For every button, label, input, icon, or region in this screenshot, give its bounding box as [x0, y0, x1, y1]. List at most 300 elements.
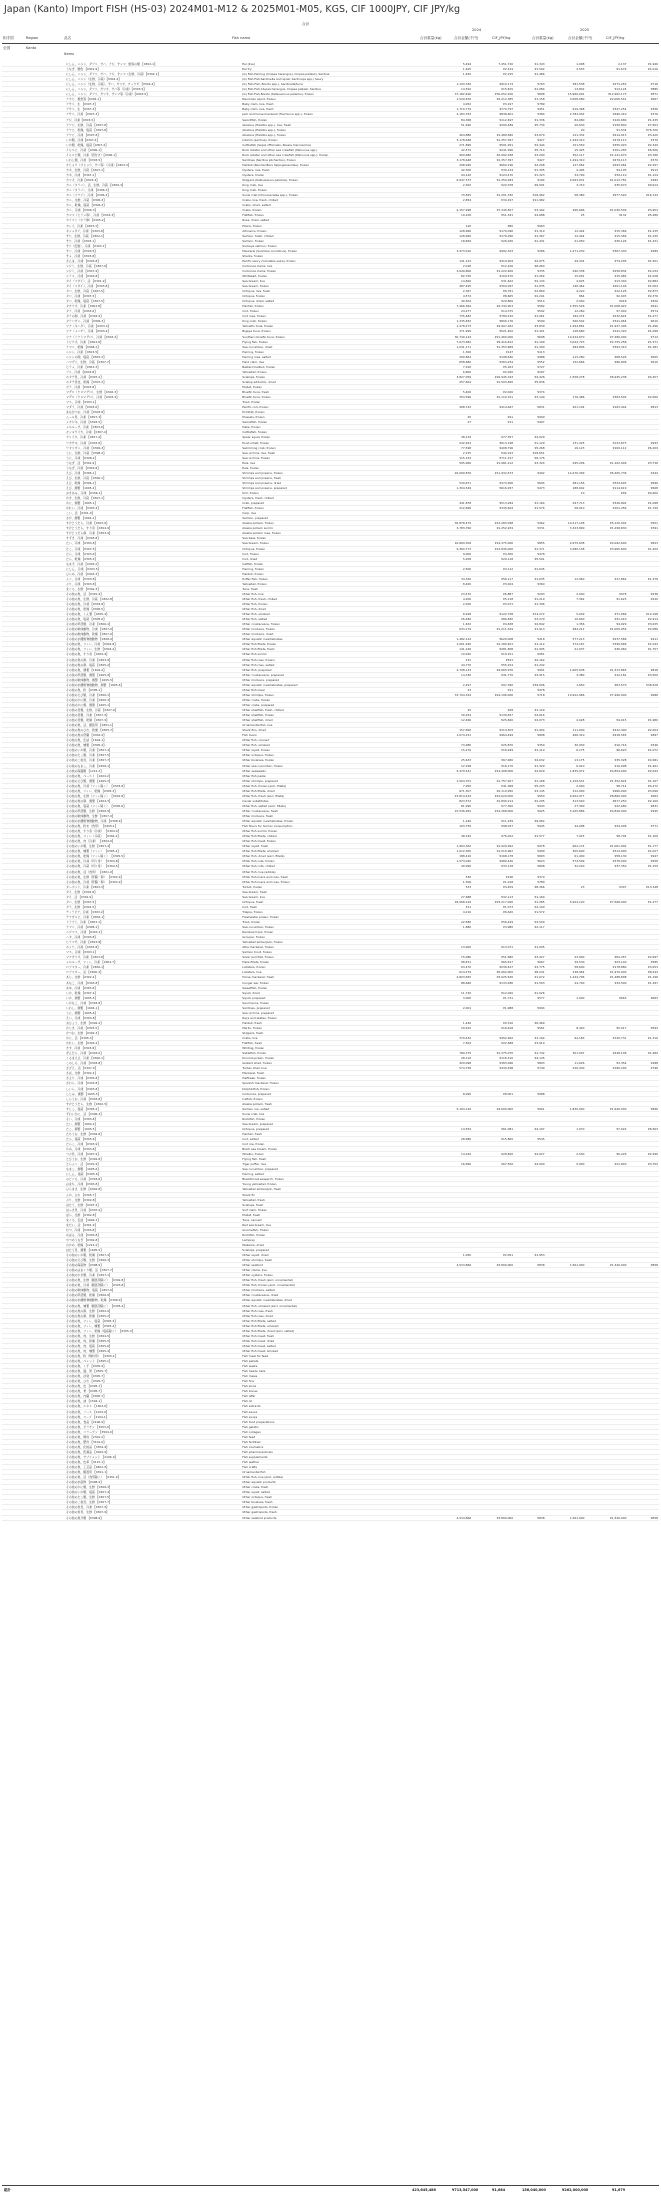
item-name-en: Eels, frozen	[241, 465, 432, 470]
value-2024: ¥41,770	[472, 672, 514, 677]
page-title: Japan (Kanto) Import FISH (HS-03) 2024M01-M12 & 2025M01-M05, KGS, CIF 1000JPY, CIF JPY/kg	[4, 4, 461, 15]
item-name-jp: いか類、乾燥、塩蔵【0307-4】	[65, 142, 241, 147]
weight-2024: 2,183,763	[432, 112, 472, 117]
item-name-jp: その他の魚、浮袋 【0305-7】	[65, 1374, 241, 1379]
value-2025: ¥4,015	[585, 718, 627, 723]
price-2024: ¥3,279	[514, 617, 545, 622]
item-name-jp: アジ、冷凍【0303-5】	[65, 117, 241, 122]
value-2024: ¥112,697	[472, 117, 514, 122]
weight-2024: 42,574	[432, 147, 472, 152]
item-name-jp: その他の軟体動物、調製 【1605-5】	[65, 677, 241, 682]
weight-2024: 33,704,324	[432, 692, 472, 697]
value-2024: ¥67,556	[472, 1162, 514, 1167]
item-name-en: Other squid, dried	[241, 1253, 432, 1258]
value-2024: ¥23,217,000	[472, 899, 514, 904]
weight-2024: 257,604	[432, 379, 472, 384]
weight-2024: 3,000	[432, 995, 472, 1000]
value-2024: ¥383,066	[472, 1061, 514, 1066]
item-name-jp: その他の魚、冷凍（肝臓・卵） 【0303-9】	[65, 879, 241, 884]
value-2024: ¥613,198	[472, 440, 514, 445]
item-name-en: Other crustaceans, prepared	[241, 672, 432, 677]
item-name-en: Sablefish, frozen	[241, 1051, 432, 1056]
item-name-en: Fish sauce	[241, 1409, 432, 1414]
weight-2024: 1,041,171	[432, 344, 472, 349]
item-name-en: Black sea bream, frozen	[241, 1147, 432, 1152]
price-2025: ¥1,757	[627, 647, 659, 652]
item-name-en: Other fish, fresh, chilled	[241, 596, 432, 601]
item-name-en: Cod, frozen	[241, 551, 432, 556]
weight-2024: 1,880	[432, 925, 472, 930]
item-name-jp: その他の海産物 【0308-9】	[65, 1263, 241, 1268]
weight-2025: 15,425	[546, 147, 586, 152]
value-2024: ¥620,008	[472, 637, 514, 642]
weight-2025: 1,605,638	[546, 667, 586, 672]
weight-2025: 352,117	[546, 152, 586, 157]
value-2024: ¥15,815	[472, 87, 514, 92]
price-2024: ¥4,428	[514, 374, 545, 379]
item-name-jp: その他の水棲無脊椎動物 【0308-9】	[65, 637, 241, 642]
value-2024: ¥24,196,000	[472, 692, 514, 697]
price-2024: ¥749	[514, 1066, 545, 1071]
item-name-en: Cod, frozen	[241, 309, 432, 314]
item-name-jp: まながつお、冷凍 【0303-8】	[65, 410, 241, 415]
price-2024: ¥5,268	[514, 445, 545, 450]
price-2025: ¥712	[627, 334, 659, 339]
item-name-en: Cod roe, frozen	[241, 1142, 432, 1147]
weight-2024: 4,574	[432, 294, 472, 299]
price-2024: ¥1,194	[514, 1036, 545, 1041]
price-2025: ¥1,435	[627, 117, 659, 122]
item-name-jp: ほっき貝、冷凍 【0307-9】	[65, 1207, 241, 1212]
weight-2024: 3,178,648	[432, 157, 472, 162]
price-2024: ¥2,134	[514, 279, 545, 284]
weight-2024: 3,178,648	[432, 137, 472, 142]
weight-2024: 539,671	[432, 480, 472, 485]
value-2025: ¥1,534	[585, 127, 627, 132]
weight-2024: 19,100	[432, 213, 472, 218]
item-name-jp: その他の甲殻類、冷凍 【0306-1】	[65, 622, 241, 627]
value-2024: ¥6,791	[472, 289, 514, 294]
weight-2025: 5,924,120	[546, 899, 586, 904]
price-2024: ¥478	[514, 687, 545, 692]
value-2024: ¥1,018	[472, 879, 514, 884]
item-name-jp: カマス（ヒラメ等）、冷凍 【0303-3】	[65, 213, 241, 218]
item-name-jp: めばる、冷凍 【0303-8】	[65, 1232, 241, 1237]
price-2025: ¥2,873	[627, 289, 659, 294]
price-2025: ¥442	[627, 470, 659, 475]
value-2024: ¥16,949	[472, 748, 514, 753]
price-2025: ¥370	[627, 137, 659, 142]
item-name-jp: ぶり、生鮮 【0302-8】	[65, 1197, 241, 1202]
item-name-jp: その他の魚、活（食用） 【0301-9】	[65, 869, 241, 874]
item-name-en: Mullet, fresh	[241, 1212, 432, 1217]
item-name-en: Other fish fillets, smoked	[241, 1323, 432, 1328]
price-2025: ¥1,381	[627, 344, 659, 349]
item-name-jp: その他の魚、フィレ、乾燥（塩蔵除く） 【0305-3】	[65, 1328, 241, 1333]
weight-2024: 3,473,010	[432, 248, 472, 253]
value-2025: ¥918	[585, 299, 627, 304]
weight-2024: 23	[432, 687, 472, 692]
item-name-en: Fish crafts	[241, 1465, 432, 1470]
weight-2025: 466,310	[546, 733, 586, 738]
weight-2024: 19,920	[432, 652, 472, 657]
item-name-jp: シラス、冷凍 【0303-8】	[65, 273, 241, 278]
weight-2024: 671,307	[432, 788, 472, 793]
item-name-jp: その他の軟体動物、生鮮 【0307-9】	[65, 813, 241, 818]
item-name-jp: いか、乾燥 【0307-4】	[65, 990, 241, 995]
value-2024: ¥168,178	[472, 854, 514, 859]
item-name-jp: その他の魚、ゼラチン 【3503-0】	[65, 1424, 241, 1429]
weight-2024: 1,405	[432, 67, 472, 72]
weight-2025: 301,007	[546, 1051, 586, 1056]
item-name-jp: タコ、冷凍 【0307-5】	[65, 294, 241, 299]
price-2025: ¥1,235	[627, 228, 659, 233]
value-2024: ¥1,890,214	[472, 798, 514, 803]
weight-2024: 14,592	[432, 87, 472, 92]
weight-2024: 13,000	[432, 945, 472, 950]
item-name-jp: その他の二枚貝、冷凍 【0307-7】	[65, 758, 241, 763]
item-name-en: Other aquatic invertebrates	[241, 637, 432, 642]
weight-2025: 5,049	[546, 612, 586, 617]
item-name-jp: わかめ、乾燥 【1212-2】	[65, 1242, 241, 1247]
weight-2025: 902,174	[546, 844, 586, 849]
value-2025: ¥5,120,002	[585, 521, 627, 526]
price-2025: ¥3,635	[627, 622, 659, 627]
price-2024: ¥950	[514, 793, 545, 798]
item-name-en: Other fish meat, frozen	[241, 839, 432, 844]
price-2024: ¥991	[514, 667, 545, 672]
item-name-jp: その他の甲殻類、乾燥 【0306-9】	[65, 1293, 241, 1298]
item-name-jp: ロブスター、冷凍 【0306-1】	[65, 965, 241, 970]
item-name-jp: その他の魚、生鮮（肝臓・卵） 【0302-9】	[65, 874, 241, 879]
item-name-en: Spanish mackerel, frozen	[241, 1081, 432, 1086]
item-name-jp: カニ（ズワイ）、冷凍 【0306-3】	[65, 193, 241, 198]
weight-2024: 1,193,330	[432, 82, 472, 87]
weight-2025: 10	[546, 490, 586, 495]
weight-2024: 789,375	[432, 1051, 472, 1056]
weight-2024: 120	[432, 223, 472, 228]
price-2024: ¥893	[514, 854, 545, 859]
weight-2025: 21,050	[546, 238, 586, 243]
price-2024: ¥1,635	[514, 576, 545, 581]
weight-2024: 5,208	[432, 556, 472, 561]
item-name-en: Other crabs, fresh	[241, 1485, 432, 1490]
item-name-en: Other fish fillets, dried	[241, 788, 432, 793]
item-name-jp: えび、調製 【1605-2】	[65, 485, 241, 490]
item-name-jp: その他の水棲無脊椎動物、調製 【1605-6】	[65, 682, 241, 687]
item-name-en: Abalone (Haliotis spp.), live, fresh	[241, 122, 432, 127]
item-name-jp: ふぐ、冷凍 【0303-8】	[65, 576, 241, 581]
price-2025: ¥667	[627, 97, 659, 102]
item-name-jp: その他の魚、生鮮、冷蔵 【0302-8】	[65, 596, 241, 601]
price-2025: ¥1,072	[627, 748, 659, 753]
item-name-en: Abalone (Haliotis spp.), frozen	[241, 132, 432, 137]
price-2024: ¥789	[514, 102, 545, 107]
item-name-en: Other aquatic invertebrates, frozen	[241, 819, 432, 824]
item-name-en: Flying fish, fresh	[241, 1157, 432, 1162]
item-name-jp: えび、生鮮、冷蔵 【0306-1】	[65, 475, 241, 480]
item-name-jp: その他のいか類、塩蔵 【0307-4】	[65, 1490, 241, 1495]
item-name-en: Other squid, fresh	[241, 844, 432, 849]
value-2025: ¥30,126	[585, 238, 627, 243]
weight-2024: 141,246	[432, 647, 472, 652]
value-2025: 2,137	[585, 62, 627, 67]
weight-2024: 88,660	[432, 980, 472, 985]
price-2024: ¥2,869	[514, 289, 545, 294]
weight-2025: 12,444	[546, 228, 586, 233]
price-2025: ¥574	[627, 309, 659, 314]
price-2024: ¥577	[514, 995, 545, 1000]
value-2025: ¥4,854,000	[585, 768, 627, 773]
item-name-en: Trout, frozen	[241, 919, 432, 924]
item-name-en: Interim (sardine), frozen	[241, 137, 432, 142]
value-2024: ¥374,906	[472, 480, 514, 485]
price-2024: ¥3,010	[514, 1041, 545, 1046]
item-name-en: Alfonsino, frozen	[241, 228, 432, 233]
weight-2024: 1,050	[432, 1253, 472, 1258]
weight-2024: 4,200	[432, 596, 472, 601]
item-name-en: Trout, frozen	[241, 400, 432, 405]
weight-2024: 45	[432, 415, 472, 420]
item-name-en: Fish collagen	[241, 1429, 432, 1434]
item-name-jp: うに、生鮮、冷蔵 【0308-2】	[65, 450, 241, 455]
table-body	[2, 62, 659, 1520]
price-2025: ¥1,378	[627, 576, 659, 581]
price-2024: ¥988	[514, 354, 545, 359]
price-2025: ¥3,186	[627, 152, 659, 157]
value-2024: ¥992,303	[472, 248, 514, 253]
value-2024: ¥14,375	[472, 309, 514, 314]
item-name-jp: ニジマス、冷凍 【0303-1】	[65, 930, 241, 935]
weight-2024: 2,497	[432, 682, 472, 687]
price-2024: ¥1,953	[514, 1253, 545, 1258]
item-name-en: Spear squid, frozen	[241, 435, 432, 440]
value-2025: ¥4,092,600	[585, 541, 627, 546]
value-2025: ¥334,693	[585, 480, 627, 485]
item-name-jp: カレイ、冷凍 【0303-3】	[65, 223, 241, 228]
price-2024: ¥1,129	[514, 440, 545, 445]
item-name-jp: さんま、冷凍 【0303-8】	[65, 258, 241, 263]
weight-2025: 4,975,638	[546, 541, 586, 546]
weight-2024: 38,134	[432, 435, 472, 440]
item-name-en: Jack and horse mackerel (Trachurus spp.), frozen	[241, 112, 432, 117]
price-2025: ¥2,086	[627, 627, 659, 632]
header-region-value: Kanto	[26, 46, 37, 50]
weight-2024: 1,306	[432, 879, 472, 884]
value-2024: ¥86,830	[472, 617, 514, 622]
item-name-jp: うなぎ、冷凍 【0303-8】	[65, 465, 241, 470]
price-2025: ¥3,736	[627, 460, 659, 465]
value-2025: ¥1,352,624	[585, 778, 627, 783]
value-2024: ¥11,239	[472, 819, 514, 824]
value-2025: ¥46	[585, 490, 627, 495]
weight-2025: 20	[546, 127, 586, 132]
item-name-en: Sea urchins, frozen	[241, 455, 432, 460]
weight-2024: 4,708,133	[432, 667, 472, 672]
item-name-en: Bastard halibut, frozen	[241, 364, 432, 369]
weight-2024: 63,470	[432, 965, 472, 970]
item-name-en: Mackerel (Scomber scombrus), frozen	[241, 248, 432, 253]
item-name-jp: その他の魚、コラーゲン 【3504-0】	[65, 1429, 241, 1434]
price-2025: ¥3,702	[627, 1162, 659, 1167]
item-name-jp: アサリ、生 【0307-3】	[65, 102, 241, 107]
value-2025: ¥977,520	[585, 193, 627, 198]
value-2024: ¥12,226	[472, 263, 514, 268]
value-2025: ¥326,892	[585, 501, 627, 506]
item-name-jp: メルルーサ、フィレ、冷凍 【0304-7】	[65, 960, 241, 965]
weight-2024: 379,432	[432, 1036, 472, 1041]
price-2025: ¥1,016	[627, 67, 659, 72]
price-2025: ¥605	[627, 354, 659, 359]
value-2025: ¥12,126	[585, 289, 627, 294]
value-2025: ¥1,030,509	[585, 208, 627, 213]
item-name-jp: マス、冷凍 【0303-1】	[65, 950, 241, 955]
value-2025: ¥663	[585, 995, 627, 1000]
item-name-jp: まだい、活 【0301-9】	[65, 1222, 241, 1227]
value-2024: ¥1,988	[472, 1005, 514, 1010]
value-2024: ¥14,375,000	[472, 541, 514, 546]
item-name-en: Squid, prepared	[241, 995, 432, 1000]
price-2024: ¥4,145	[514, 1056, 545, 1061]
item-name-en: Other crustaceans, dried	[241, 1293, 432, 1298]
header-year-2024: 2024	[472, 28, 482, 32]
item-name-jp: のどぐろ、冷凍 【0303-8】	[65, 1177, 241, 1182]
weight-2025: 2,503	[546, 67, 586, 72]
weight-2024: 614,279	[432, 970, 472, 975]
weight-2025: 127,962	[546, 162, 586, 167]
price-2024: ¥1,577	[514, 834, 545, 839]
weight-2024: 30,740,144	[432, 334, 472, 339]
price-2024: ¥462	[514, 521, 545, 526]
item-name-jp: シジミ、冷凍 【0307-9】	[65, 268, 241, 273]
price-2024: ¥3,145	[514, 788, 545, 793]
header-metric-value-2025: 合計金額(千円)	[568, 36, 593, 40]
item-name-en: Other seafood	[241, 1263, 432, 1268]
weight-2025: 152,666	[546, 359, 586, 364]
item-name-jp: すじこ、塩蔵 【0305-2】	[65, 1106, 241, 1111]
value-2025: ¥1,298,830	[585, 526, 627, 531]
item-name-en: Baby clam, live, fresh	[241, 102, 432, 107]
item-name-en: Surf clam, frozen	[241, 1207, 432, 1212]
value-2025: ¥1,061,992	[585, 844, 627, 849]
weight-2025: 577,213	[546, 637, 586, 642]
item-name-jp: その他の貝類、冷凍 【0307-9】	[65, 713, 241, 718]
item-name-en: Cod, fresh	[241, 904, 432, 909]
price-2024: ¥473	[514, 485, 545, 490]
table-header	[2, 22, 659, 62]
price-2025: ¥1,028	[627, 273, 659, 278]
item-name-jp: その他の魚、食品 【2106-9】	[65, 1419, 241, 1424]
item-name-jp: ヒラマサ、冷凍 【0303-8】	[65, 940, 241, 945]
item-name-jp: その他の甲殻類、生鮮 【0306-9】	[65, 808, 241, 813]
value-2025: ¥120,731	[585, 1036, 627, 1041]
item-name-jp: マス、冷凍 【0303-1】	[65, 400, 241, 405]
value-2025: ¥1,102,909	[585, 460, 627, 465]
value-2024: ¥98,037	[472, 824, 514, 829]
weight-2025: 7,362	[546, 596, 586, 601]
item-name-en: Other squid, frozen	[241, 748, 432, 753]
price-2025: ¥9,614	[627, 183, 659, 188]
value-2024: ¥6,620	[472, 909, 514, 914]
price-2024: ¥838	[514, 1515, 545, 1520]
weight-2024: 14,554	[432, 1126, 472, 1131]
item-name-en: Tuna, canned	[241, 1217, 432, 1222]
item-name-en: Crabs, frozen	[241, 208, 432, 213]
weight-2024: 157,690	[432, 728, 472, 733]
value-2025: ¥393,310	[585, 344, 627, 349]
item-name-en: Other fish cuts, chilled	[241, 864, 432, 869]
item-name-en: Snow crab (Chionoecetes spp.), frozen	[241, 193, 432, 198]
price-2025: ¥1,196	[627, 975, 659, 980]
item-name-en: Fish feed	[241, 1434, 432, 1439]
value-2024: ¥770,797	[472, 107, 514, 112]
weight-2025: 1,244,796	[546, 975, 586, 980]
weight-2025: 1,356	[546, 622, 586, 627]
price-2024: ¥402	[514, 470, 545, 475]
value-2025: ¥39,110	[585, 173, 627, 178]
item-name-en: Fish leather	[241, 1459, 432, 1464]
item-name-jp: ターボット、冷凍 【0303-3】	[65, 884, 241, 889]
item-name-en: Conger eel, frozen	[241, 980, 432, 985]
value-2024: ¥4,600,000	[472, 1106, 514, 1111]
value-2024: ¥4,343,903	[472, 304, 514, 309]
item-name-en: Fish livers	[241, 733, 432, 738]
value-2025: ¥74,205	[585, 258, 627, 263]
price-2025: ¥716	[627, 82, 659, 87]
price-2025: ¥1,431	[627, 238, 659, 243]
price-2024: ¥1,084	[514, 87, 545, 92]
value-2025: ¥7,022	[585, 1126, 627, 1131]
item-name-jp: カニ（タラバ）、活、生鮮、冷蔵 【0306-3】	[65, 183, 241, 188]
price-2025: ¥484	[627, 178, 659, 183]
weight-2024: 3,783,766	[432, 526, 472, 531]
item-name-jp: すずき、冷凍 【0303-8】	[65, 536, 241, 541]
weight-2025: 182,274	[546, 314, 586, 319]
weight-2024: 25,633	[432, 758, 472, 763]
weight-2025: 1,070	[546, 1126, 586, 1131]
weight-2024: 542,923	[432, 440, 472, 445]
value-2024: ¥77,300	[472, 803, 514, 808]
price-2025: ¥1,004	[627, 284, 659, 289]
item-name-jp: サケ（紅鮭）、冷凍 【0303-1】	[65, 243, 241, 248]
value-2025: ¥8,714	[585, 783, 627, 788]
item-name-jp: アサリ、生 【0307-3】	[65, 107, 241, 112]
weight-2024: 18,068,129	[432, 899, 472, 904]
value-2025: ¥314,000	[585, 849, 627, 854]
item-name-jp: その他の魚、工芸品 【9601-9】	[65, 1465, 241, 1470]
item-name-en: Eel (live)	[241, 62, 432, 67]
weight-2025: 58,010	[546, 506, 586, 511]
item-name-en: Wakame, dried	[241, 1242, 432, 1247]
item-name-en: Other fish cuts, frozen	[241, 859, 432, 864]
price-2025: ¥1,100	[627, 834, 659, 839]
value-2024: ¥5,062,000	[472, 970, 514, 975]
weight-2024: 1,335,832	[432, 319, 472, 324]
value-2025: ¥35,670	[585, 183, 627, 188]
price-2024: ¥514	[514, 299, 545, 304]
item-name-jp: その他の魚、肉、燻製 【0305-4】	[65, 1348, 241, 1353]
price-2025: ¥3,096	[627, 788, 659, 793]
price-2024: ¥2,629	[514, 768, 545, 773]
value-2025: ¥237,589	[585, 637, 627, 642]
price-2024: ¥1,742	[514, 1051, 545, 1056]
weight-2024: 7,504	[432, 1041, 472, 1046]
price-2025: ¥823	[627, 541, 659, 546]
item-name-en: Krill, frozen	[241, 490, 432, 495]
price-2024: ¥6,060	[514, 263, 545, 268]
weight-2025: 12,444	[546, 233, 586, 238]
price-2024: ¥2,073	[514, 718, 545, 723]
